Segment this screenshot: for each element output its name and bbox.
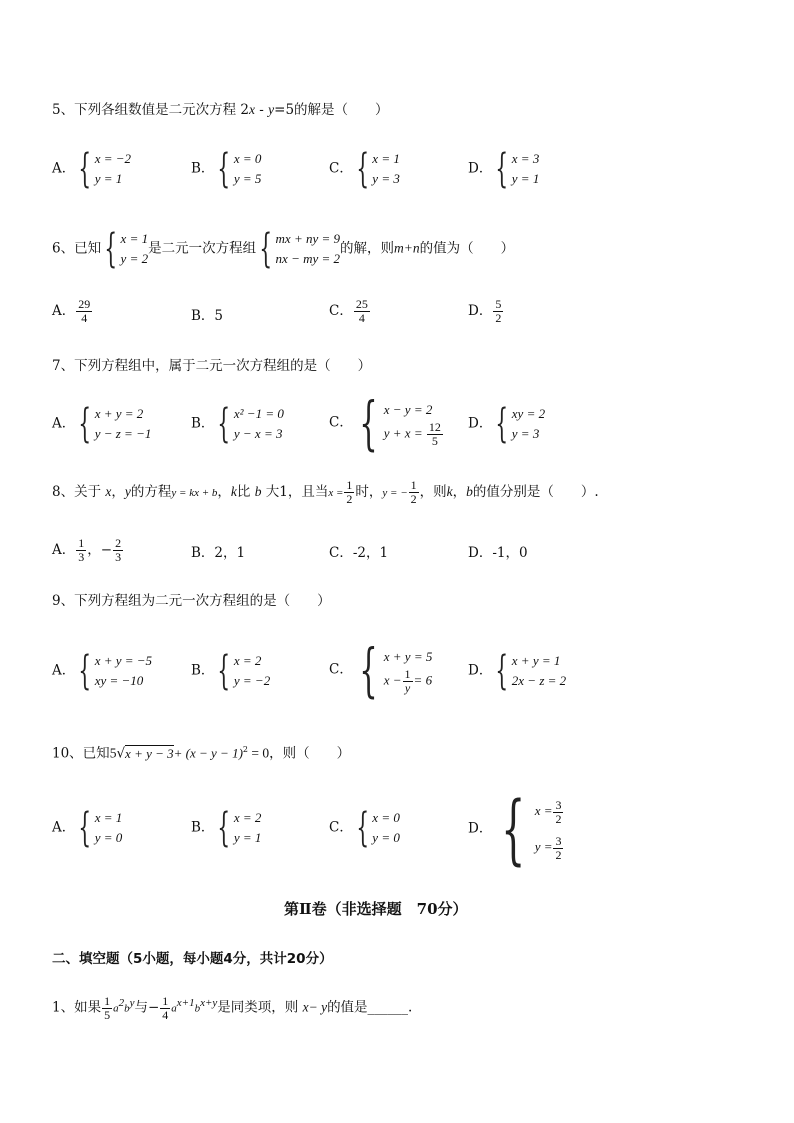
option-label: D． (468, 545, 493, 561)
eq-line: x² −1 = 0 (233, 406, 284, 421)
q7-option-b[interactable]: B． { x² −1 = 0 y − x = 3 (191, 401, 284, 447)
eq-line: x + y = −5 (94, 653, 153, 668)
eq-line: x + y = 2 (94, 406, 144, 421)
exponent: y (129, 997, 135, 1009)
eq-line: y = (534, 839, 553, 854)
q10-coef: 5 (109, 745, 117, 761)
eq-line: x = 3 (511, 151, 540, 166)
option-label: A． (52, 819, 76, 836)
eq-line: y = 1 (94, 171, 123, 186)
q6-option-b[interactable] (191, 307, 223, 325)
fraction: $\frac{1}{2}$ (346, 478, 353, 506)
eq-line: y = 1 (233, 830, 262, 845)
q7-option-d[interactable]: D． { xy = 2 y = 3 (468, 401, 546, 447)
q10-option-a[interactable]: A． { x = 1 y = 0 (52, 805, 123, 851)
option-label: B． (191, 160, 215, 177)
option-value: -2，1 (352, 545, 389, 561)
q6-option-c[interactable] (329, 298, 371, 325)
q6-stem-c: 的解，则 (340, 240, 395, 257)
q7-stem-text: 7、下列方程组中，属于二元一次方程组的是（ ） (52, 358, 372, 374)
eq-line: mx + ny = 9 (275, 231, 341, 246)
option-label: A． (52, 415, 76, 432)
fraction: $\frac{29}{4}$ (78, 297, 91, 325)
option-label: D． (468, 303, 493, 319)
sqrt-icon: √ (116, 745, 126, 762)
eq-line: y − x = 3 (233, 426, 283, 441)
q5-var-y: y (268, 102, 275, 117)
fraction: $\frac{1}{3}$ (78, 536, 85, 564)
fraction: $\frac{2}{3}$ (115, 536, 122, 564)
eq-line: x = 0 (233, 151, 262, 166)
q8-var-b: b (254, 484, 262, 499)
q5-option-b[interactable]: B． { x = 0 y = 5 (191, 146, 262, 192)
term-a: a (171, 1002, 177, 1015)
q10-stem-a: 10、已知 (52, 745, 110, 762)
question-7-stem (52, 357, 371, 375)
eq-line: x = 1 (120, 231, 149, 246)
fraction: $\frac{25}{4}$ (355, 297, 368, 325)
fill1-stem-d: 的值是______. (327, 999, 413, 1016)
q8-cond2: y = − (382, 487, 408, 499)
fraction: $\frac{12}{5}$ (428, 419, 441, 448)
option-label: A． (52, 160, 76, 177)
q8-stem-h: 的值分别是（ ）. (472, 484, 599, 500)
q9-option-a[interactable]: A． { x + y = −5 xy = −10 (52, 648, 153, 694)
option-value: -1，0 (492, 545, 528, 561)
q8-option-d[interactable] (468, 544, 528, 562)
eq-line: = 6 (413, 671, 433, 687)
q7-option-c[interactable]: C． { x − y = 2 y + x = $\frac{12}{5}$ (329, 394, 444, 452)
q8-var-y: y (124, 484, 131, 499)
option-label: C． (329, 303, 353, 319)
q8-var-k2: k (446, 484, 453, 499)
q6-stem-d: 的值为（ ） (419, 240, 515, 257)
q5-option-c[interactable]: C． { x = 1 y = 3 (329, 146, 400, 192)
option-label: C． (329, 160, 353, 177)
option-label: A． (52, 542, 76, 558)
q10-expr-b: + (x − y − 1) (173, 745, 243, 761)
q5-option-a[interactable]: A． { x = −2 y = 1 (52, 146, 132, 192)
option-label: B． (191, 545, 215, 561)
eq-line: xy = −10 (94, 673, 144, 688)
q9-option-c[interactable]: C． { x + y = 5 x − $\frac{1}{y}$ = 6 (329, 636, 433, 704)
eq-line: 2x − z = 2 (511, 673, 567, 688)
q10-stem-b: ，则（ ） (269, 745, 351, 762)
q8-var-x: x (105, 484, 112, 499)
q8-option-c[interactable] (329, 544, 388, 562)
eq-line: x = 0 (372, 810, 400, 825)
option-label: B． (191, 662, 215, 679)
question-6-stem: 6、已知 { x = 1 y = 2 是二元一次方程组 { mx + ny = 9 nx − my = 2 的解，则m+n的值为（ ） (52, 226, 515, 272)
option-label: B． (191, 415, 215, 432)
fraction: $\frac{1}{5}$ (104, 993, 111, 1022)
fraction: $\frac{5}{2}$ (495, 297, 502, 325)
option-label: B． (191, 819, 215, 836)
q8-option-b[interactable] (191, 544, 245, 562)
q8-stem-a: 8、关于 (52, 484, 106, 500)
fill1-stem-c: 是同类项，则 (217, 999, 303, 1016)
q10-option-c[interactable]: C． { x = 0 y = 0 (329, 805, 400, 851)
fraction: $\frac{1}{2}$ (410, 478, 417, 506)
eq-line: y = 3 (511, 426, 540, 441)
q8-var-b2: b (466, 484, 473, 499)
eq-line: x − (383, 671, 402, 687)
fraction: $\frac{3}{2}$ (555, 833, 562, 862)
q5-option-d[interactable]: D． { x = 3 y = 1 (468, 146, 540, 192)
question-8-stem (52, 479, 599, 506)
option-label: D． (468, 160, 493, 177)
exponent: x+1 (176, 997, 195, 1009)
eq-line: y = 0 (372, 830, 400, 845)
eq-line: y = 5 (233, 171, 262, 186)
q6-option-a[interactable] (52, 298, 93, 325)
question-10-stem (52, 741, 350, 763)
q8-stem-g: ，则 (419, 484, 447, 500)
eq-line: x = (534, 803, 553, 818)
eq-line: x = −2 (94, 151, 132, 166)
eq-line: x = 1 (372, 151, 400, 166)
eq-line: x + y = 1 (511, 653, 561, 668)
q7-option-a[interactable]: A． { x + y = 2 y − z = −1 (52, 401, 152, 447)
fraction: $\frac{1}{4}$ (162, 993, 169, 1022)
separator: ，− (87, 542, 113, 558)
q5-stem-end: =5的解是（ ） (274, 102, 389, 118)
q8-stem-d: 比 (236, 484, 255, 500)
eq-line: y = 0 (94, 830, 123, 845)
q5-var-x: x (248, 102, 255, 117)
q6-stem-a: 6、已知 (52, 240, 102, 257)
option-label: D． (468, 415, 493, 432)
q6-option-d[interactable] (468, 298, 504, 325)
q9-option-d[interactable]: D． { x + y = 1 2x − z = 2 (468, 648, 567, 694)
q6-var: m+n (394, 240, 420, 256)
eq-line: x = 1 (94, 810, 123, 825)
fill1-stem-b: 与− (134, 999, 160, 1016)
q5-minus: - (254, 102, 269, 118)
q8-var-k: k (230, 484, 237, 499)
fraction: $\frac{1}{y}$ (404, 666, 411, 695)
fraction: $\frac{3}{2}$ (555, 797, 562, 826)
term-b: b (194, 1002, 201, 1015)
option-value: 5 (214, 308, 224, 324)
q8-option-a[interactable] (52, 537, 124, 564)
q10-option-d[interactable]: D． { x = $\frac{3}{2}$ y = $\frac{3}{2}$ (468, 784, 562, 873)
q8-stem-f: 时， (355, 484, 383, 500)
q8-stem-c: ， (217, 484, 231, 500)
option-label: C． (329, 545, 353, 561)
term-a: a (113, 1002, 119, 1015)
q9-option-b[interactable]: B． { x = 2 y = −2 (191, 648, 271, 694)
option-label: D． (468, 820, 493, 837)
q8-comma: ， (111, 484, 125, 500)
option-label: A． (52, 662, 76, 679)
q8-equation: y = kx + b (171, 487, 218, 499)
term-b: b (124, 1002, 130, 1015)
q5-stem-text: 5、下列各组数值是二元次方程 2 (52, 102, 249, 118)
q8-comma2: ， (452, 484, 467, 500)
fill1-stem-a: 1、如果 (52, 999, 102, 1016)
q6-stem-b: 是二元一次方程组 (148, 240, 257, 257)
eq-line: y + x = (383, 424, 426, 440)
section-2-heading: 二、填空题（5小题，每小题4分，共计20分） (52, 951, 333, 967)
question-9-stem (52, 592, 331, 610)
part-2-title: 第Ⅱ卷（非选择题 70分） (284, 900, 468, 918)
eq-line: nx − my = 2 (275, 251, 341, 266)
option-label: C． (329, 414, 353, 431)
fill1-expr: x− y (302, 999, 328, 1015)
option-label: C． (329, 819, 353, 836)
eq-line: xy = 2 (511, 406, 546, 421)
fill-question-1 (52, 994, 412, 1022)
eq-line: x − y = 2 (383, 401, 433, 417)
eq-line: x + y = 5 (383, 648, 433, 664)
option-label: D． (468, 662, 493, 679)
q8-cond1: x = (328, 487, 344, 499)
option-label: C． (329, 661, 353, 678)
eq-line: y = 3 (372, 171, 400, 186)
q9-stem-text: 9、下列方程组为二元一次方程组的是（ ） (52, 593, 331, 609)
question-5-stem (52, 101, 389, 119)
eq-line: y = 1 (511, 171, 540, 186)
eq-line: x = 2 (233, 653, 262, 668)
q8-stem-e: 大1，且当 (261, 484, 329, 500)
exponent: x+y (200, 997, 218, 1009)
eq-line: x = 2 (233, 810, 262, 825)
eq-line: y = −2 (233, 673, 271, 688)
option-label: A． (52, 303, 76, 319)
exponent: 2 (118, 997, 125, 1009)
eq-line: y − z = −1 (94, 426, 152, 441)
q10-radicand: x + y − 3 (125, 745, 174, 761)
option-value: 2，1 (214, 545, 246, 561)
eq-line: y = 2 (120, 251, 149, 266)
q10-expr-c: = 0 (248, 745, 270, 761)
q10-option-b[interactable]: B． { x = 2 y = 1 (191, 805, 262, 851)
q8-stem-b: 的方程 (130, 484, 172, 500)
q10-exponent: 2 (242, 745, 248, 754)
option-label: B． (191, 308, 215, 324)
